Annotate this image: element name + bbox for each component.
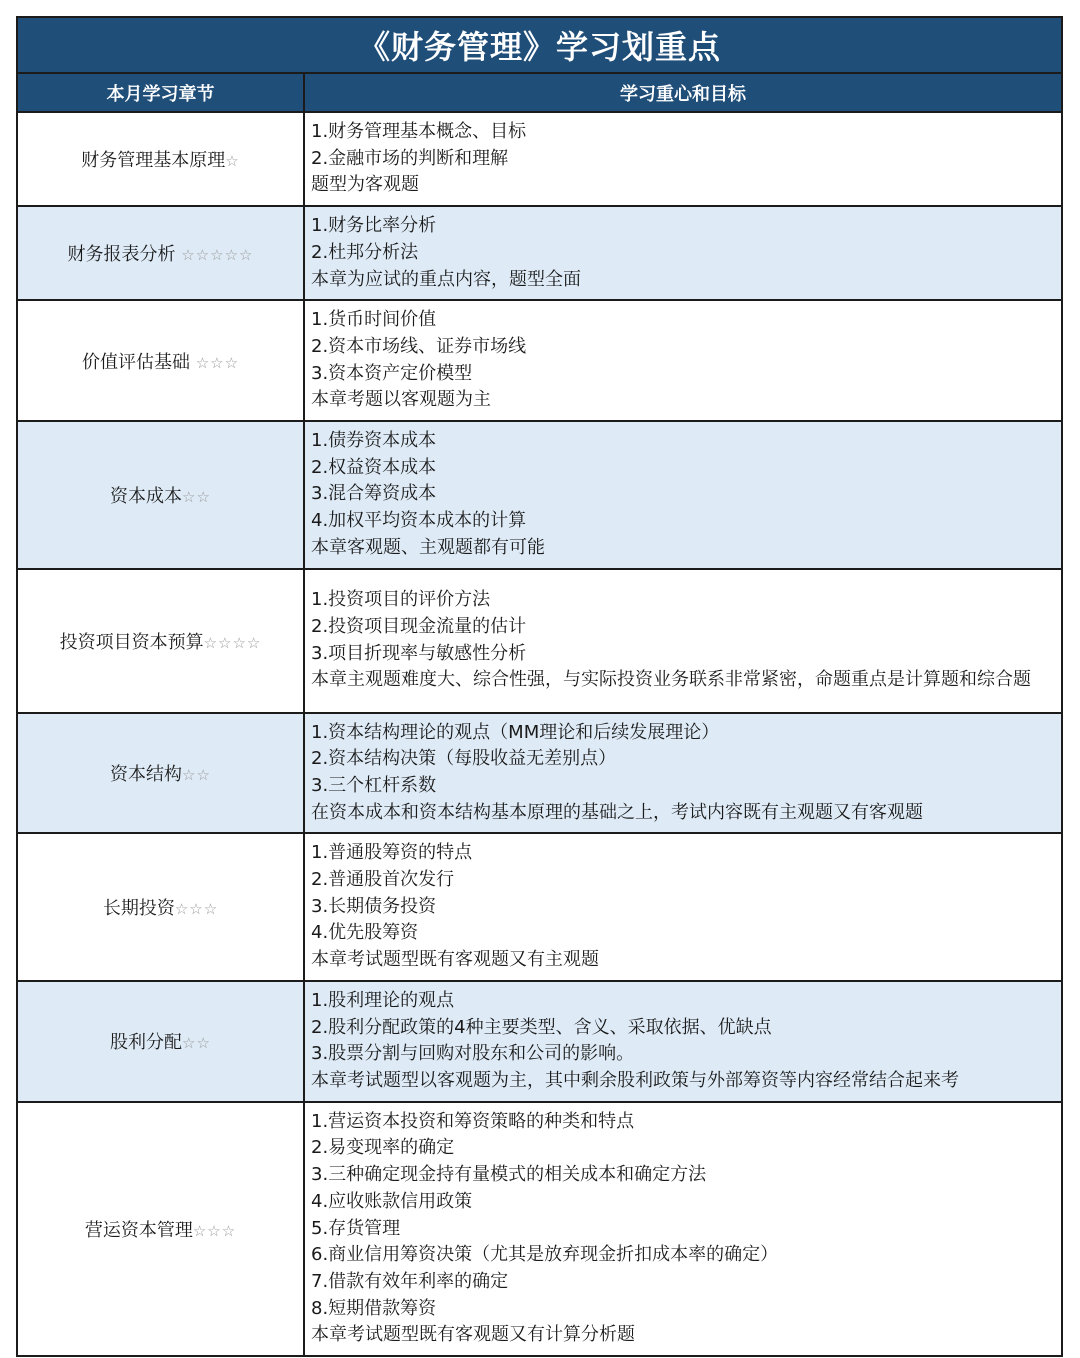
chapter-cell (18, 981, 304, 1102)
chapter-cell (18, 569, 304, 713)
focus-line: 4.优先股筹资 (311, 922, 419, 944)
chapter-cell (18, 421, 304, 569)
focus-line: 4.加权平均资本成本的计算 (311, 510, 527, 532)
focus-cell (304, 981, 1061, 1102)
focus-line: 1.投资项目的评价方法 (311, 589, 491, 611)
importance-stars: ☆☆ (182, 765, 211, 784)
header-chapter: 本月学习章节 (18, 74, 304, 112)
focus-line: 在资本成本和资本结构基本原理的基础之上，考试内容既有主观题又有客观题 (311, 801, 923, 823)
focus-line: 本章考试题型既有客观题又有计算分析题 (311, 1324, 635, 1346)
header-focus: 学习重心和目标 (304, 74, 1061, 112)
focus-line: 3.股票分割与回购对股东和公司的影响。 (311, 1043, 635, 1065)
importance-stars: ☆☆☆☆ (203, 633, 262, 652)
chapter-cell (18, 112, 304, 206)
focus-line: 2.股利分配政策的4种主要类型、含义、采取依据、优缺点 (311, 1016, 772, 1038)
focus-line: 2.资本市场线、证券市场线 (311, 335, 527, 357)
importance-stars: ☆☆☆ (195, 353, 240, 372)
chapter-cell (18, 713, 304, 834)
focus-line: 2.杜邦分析法 (311, 241, 419, 263)
chapter-name: 长期投资 (102, 898, 175, 920)
table-row (18, 713, 1061, 834)
chapter-name: 价值评估基础 (81, 351, 196, 373)
focus-line: 3.混合筹资成本 (311, 483, 437, 505)
focus-cell (304, 713, 1061, 834)
chapter-cell (18, 300, 304, 421)
focus-line: 3.项目折现率与敏感性分析 (311, 642, 527, 664)
focus-line: 2.权益资本成本 (311, 456, 437, 478)
focus-line: 1.财务比率分析 (311, 215, 437, 237)
focus-line: 2.资本结构决策（每股收益无差别点） (311, 748, 617, 770)
importance-stars: ☆ (225, 152, 240, 171)
focus-line: 3.资本资产定价模型 (311, 362, 473, 384)
chapter-name: 财务管理基本原理 (81, 150, 226, 172)
focus-line: 3.长期债务投资 (311, 895, 437, 917)
focus-line: 2.投资项目现金流量的估计 (311, 615, 527, 637)
importance-stars: ☆☆☆ (174, 900, 219, 919)
focus-line: 1.营运资本投资和筹资策略的种类和特点 (311, 1110, 635, 1132)
focus-cell (304, 569, 1061, 713)
importance-stars: ☆☆ (182, 487, 211, 506)
focus-line: 题型为客观题 (311, 174, 419, 196)
focus-line: 1.资本结构理论的观点（MM理论和后续发展理论） (311, 721, 720, 743)
focus-line: 3.三种确定现金持有量模式的相关成本和确定方法 (311, 1164, 707, 1186)
importance-stars: ☆☆ (182, 1034, 211, 1053)
chapter-name: 财务报表分析 (67, 244, 182, 266)
focus-line: 4.应收账款信用政策 (311, 1190, 473, 1212)
focus-line: 本章主观题难度大、综合性强，与实际投资业务联系非常紧密，命题重点是计算题和综合题 (311, 669, 1031, 691)
table-row (18, 833, 1061, 981)
focus-line: 1.财务管理基本概念、目标 (311, 121, 527, 142)
table-row (18, 300, 1061, 421)
focus-line: 本章为应试的重点内容，题型全面 (311, 268, 581, 290)
focus-line: 本章客观题、主观题都有可能 (311, 536, 545, 558)
focus-line: 1.货币时间价值 (311, 309, 437, 331)
focus-line: 5.存货管理 (311, 1217, 401, 1239)
focus-line: 1.股利理论的观点 (311, 989, 455, 1011)
chapter-name: 资本结构 (110, 763, 183, 785)
focus-line: 8.短期借款筹资 (311, 1297, 437, 1319)
focus-cell (304, 421, 1061, 569)
focus-line: 本章考试题型既有客观题又有主观题 (311, 949, 599, 971)
header-row (18, 74, 1061, 112)
chapter-name: 股利分配 (110, 1032, 183, 1054)
focus-line: 2.普通股首次发行 (311, 869, 455, 891)
focus-line: 6.商业信用筹资决策（尤其是放弃现金折扣成本率的确定） (311, 1244, 779, 1266)
focus-cell (304, 112, 1061, 206)
focus-line: 本章考试题型以客观题为主，其中剩余股利政策与外部筹资等内容经常结合起来考 (311, 1069, 959, 1091)
focus-line: 2.金融市场的判断和理解 (311, 147, 509, 169)
focus-line: 本章考题以客观题为主 (311, 389, 491, 411)
focus-cell (304, 833, 1061, 981)
focus-line: 1.债券资本成本 (311, 430, 437, 452)
table-row (18, 421, 1061, 569)
study-table (18, 74, 1061, 1355)
focus-line: 7.借款有效年利率的确定 (311, 1270, 509, 1292)
focus-cell (304, 1102, 1061, 1355)
table-row (18, 1102, 1061, 1355)
chapter-name: 投资项目资本预算 (59, 631, 204, 653)
chapter-cell (18, 206, 304, 300)
table-row (18, 981, 1061, 1102)
chapter-cell (18, 833, 304, 981)
focus-line: 3.三个杠杆系数 (311, 774, 437, 796)
focus-cell (304, 300, 1061, 421)
chapter-cell (18, 1102, 304, 1355)
study-plan-sheet (16, 16, 1063, 1357)
chapter-name: 营运资本管理 (84, 1219, 193, 1241)
page-title: 《财务管理》学习划重点 (18, 18, 1061, 74)
importance-stars: ☆☆☆ (192, 1221, 237, 1240)
importance-stars: ☆☆☆☆☆ (181, 246, 254, 265)
table-row (18, 112, 1061, 206)
focus-line: 2.易变现率的确定 (311, 1137, 455, 1159)
focus-cell (304, 206, 1061, 300)
chapter-name: 资本成本 (110, 485, 183, 507)
table-row (18, 569, 1061, 713)
table-row (18, 206, 1061, 300)
focus-line: 1.普通股筹资的特点 (311, 842, 473, 864)
